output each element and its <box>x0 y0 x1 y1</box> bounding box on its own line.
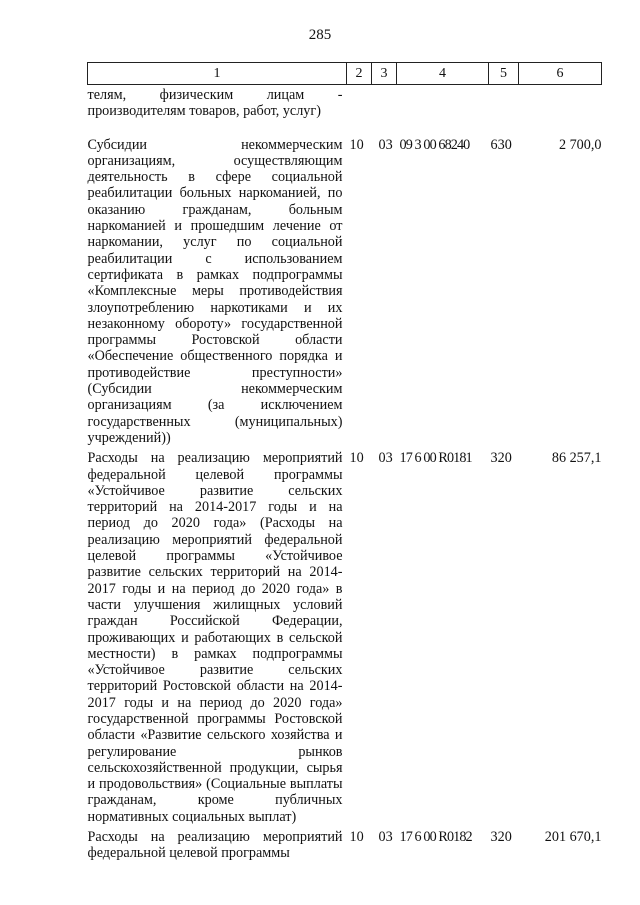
target-article-code: 17 6 00 R0181 <box>399 450 472 467</box>
expense-type-code: 320 <box>490 450 512 467</box>
column-header: 2 <box>347 63 372 85</box>
row-description: Субсидии некоммерческим организациям, осуществляющим деятельность в сфере социальной реабилитации больных наркоманией, по оказанию гражданам, больным наркоманией и прошедшим лечение от наркомании, услуг по социальной реабилитации с использованием сертификата в рамках подпрограммы «Комплексные меры противодействия злоупотреблению наркотиками и их незаконному обороту» государственной программы Ростовской области «Обеспечение общественного порядка и противодействие преступности» (Субсидии некоммерческим организациям (за исключением государственных (муниципальных) учреждений)) <box>87 136 343 446</box>
column-header: 5 <box>489 63 519 85</box>
target-article-code <box>397 85 489 137</box>
subsection-code: 03 <box>378 450 393 467</box>
subsection-code: 03 <box>378 136 393 153</box>
target-article-code: 09 3 00 68240 <box>399 136 470 153</box>
page-number: 285 <box>308 27 332 43</box>
amount <box>519 85 602 137</box>
amount: 2 700,0 <box>558 136 602 153</box>
row-description: Расходы на реализацию мероприятий федеральной целевой программы «Устойчивое развитие сельских территорий на 2014-2017 годы и на период до 2020 года» (Расходы на реализацию мероприятий федеральной целевой программы «Устойчивое развитие сельских территорий на 2014-2017 годы и на период до 2020 года» в части улучшения жилищных условий граждан Российской Федерации, проживающих и работающих в сельской местности) в рамках подпрограммы «Устойчивое развитие сельских территорий Ростовской области на 2014-2017 годы и на период до 2020 года» государственной программы Ростовской области «Развитие сельского хозяйства и регулирование рынков сельскохозяйственной продукции, сырья и продовольствия» (Социальные выплаты гражданам, кроме публичных нормативных социальных выплат) <box>87 450 343 825</box>
column-header: 4 <box>397 63 489 85</box>
target-article-code: 17 6 00 R0182 <box>399 829 472 846</box>
section-code: 10 <box>349 829 364 846</box>
column-header: 1 <box>88 63 347 85</box>
table-row <box>88 137 602 451</box>
section-code: 10 <box>349 136 364 153</box>
amount: 86 257,1 <box>551 450 602 467</box>
row-description: Расходы на реализацию мероприятий федеральной целевой программы <box>87 829 343 862</box>
subsection-code <box>372 85 397 137</box>
expense-type-code: 630 <box>490 136 512 153</box>
expense-type-code: 320 <box>490 829 512 846</box>
table-header-row <box>88 63 602 85</box>
expense-type-code <box>489 85 519 137</box>
column-header: 3 <box>372 63 397 85</box>
table-row <box>88 450 602 829</box>
amount: 201 670,1 <box>544 829 602 846</box>
table-row <box>88 829 602 866</box>
row-description: телям, физическим лицам - производителям товаров, работ, услуг) <box>87 87 343 120</box>
section-code <box>347 85 372 137</box>
subsection-code: 03 <box>378 829 393 846</box>
section-code: 10 <box>349 450 364 467</box>
column-header: 6 <box>519 63 602 85</box>
budget-table <box>87 62 602 866</box>
table-row <box>88 85 602 137</box>
